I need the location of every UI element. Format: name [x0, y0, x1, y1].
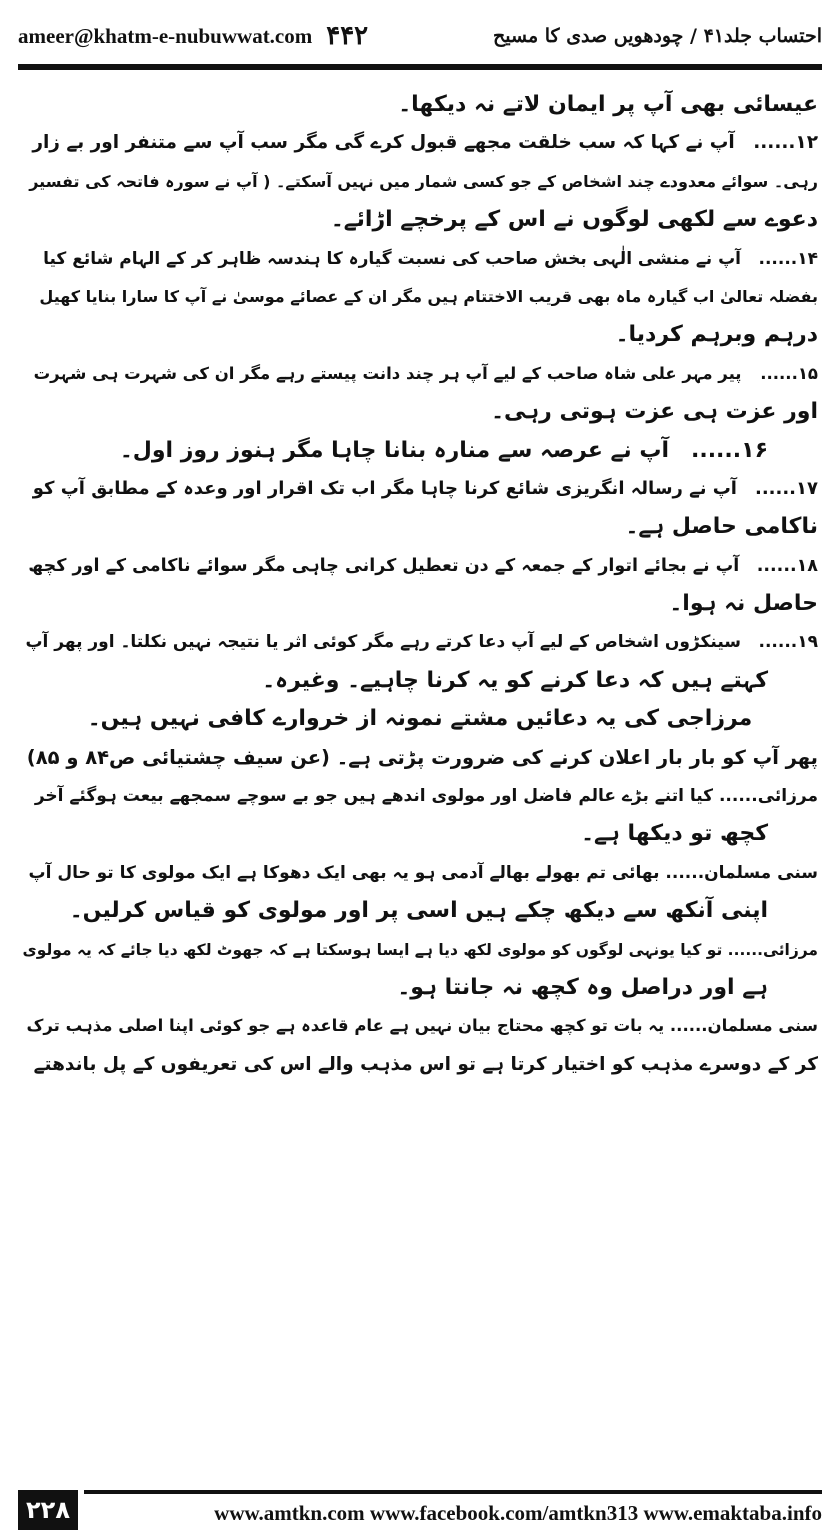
page-footer: [18, 1490, 822, 1530]
text-line: [22, 432, 818, 470]
text-line: [22, 316, 818, 354]
text-line: [22, 547, 818, 585]
item-number: ۱۷......: [754, 477, 818, 499]
line-text: اور عزت ہی عزت ہوتی رہی۔: [491, 399, 818, 425]
text-line: [22, 662, 818, 700]
text-line: [22, 777, 818, 815]
footer-urls: www.amtkn.com www.facebook.com/amtkn313 www.emaktaba.info: [214, 1500, 822, 1525]
item-number: ۱۹......: [758, 632, 818, 653]
line-text: مرزاجی کی یہ دعائیں مشتے نمونہ از خروارے کافی نہیں ہیں۔: [87, 706, 753, 732]
line-text: کچھ تو دیکھا ہے۔: [581, 821, 768, 847]
footer-rule: [84, 1490, 822, 1494]
page-body: [22, 86, 818, 1470]
text-line: [22, 739, 818, 777]
header-page-number: ۴۴۲: [326, 21, 369, 51]
line-text: آپ نے کہا کہ سب خلقت مجھے قبول کرے گی مگر سب آپ سے متنفر اور بے زار: [32, 132, 735, 154]
line-text: کہتے ہیں کہ دعا کرنے کو یہ کرنا چاہیے۔ وغیرہ۔: [262, 667, 768, 693]
line-text: آپ نے منشی الٰہی بخش صاحب کی نسبت گیارہ کا ہندسہ ظاہر کر کے الہام شائع کیا: [43, 248, 741, 269]
text-line: [22, 1046, 818, 1084]
line-text: سنی مسلمان...... یہ بات تو کچھ محتاج بیان نہیں ہے عام قاعدہ ہے جو کوئی اپنا اصلی مذہب ترک: [26, 1016, 818, 1036]
line-text: ہے اور دراصل وہ کچھ نہ جانتا ہو۔: [397, 974, 768, 1000]
line-text: سنی مسلمان...... بھائی تم بھولے بھالے آدمی ہو یہ بھی ایک دھوکا ہے ایک مولوی کا تو حال آپ: [28, 862, 818, 883]
line-text: بفضلہ تعالیٰ اب گیارہ ماہ بھی قریب الاختتام ہیں مگر ان کے عصائے موسیٰ نے آپ کا سارا بنایا کھیل: [39, 286, 818, 306]
text-line: [22, 892, 818, 930]
line-text: پیر مہر علی شاہ صاحب کے لیے آپ ہر چند دانت پیستے رہے مگر ان کی شہرت ہی شہرت: [33, 363, 742, 383]
line-text: آپ نے عرصہ سے منارہ بنانا چاہا مگر ہنوز روز اول۔: [119, 437, 669, 463]
text-line: [22, 1007, 818, 1045]
header-rule: [18, 64, 822, 70]
line-text: عیسائی بھی آپ پر ایمان لاتے نہ دیکھا۔: [398, 92, 818, 117]
line-text: سینکڑوں اشخاص کے لیے آپ دعا کرتے رہے مگر کوئی اثر یا نتیجہ نہیں نکلتا۔ اور پھر آپ: [25, 632, 741, 653]
line-text: اپنی آنکھ سے دیکھ چکے ہیں اسی پر اور مولوی کو قیاس کرلیں۔: [69, 898, 768, 924]
text-line: [22, 470, 818, 508]
text-line: [22, 278, 818, 316]
header-email: ameer@khatm-e-nubuwwat.com: [18, 23, 313, 48]
page-header: [18, 14, 822, 58]
item-number: ۱۵......: [760, 363, 818, 383]
text-line: [22, 700, 818, 738]
text-line: [22, 201, 818, 239]
line-text: آپ نے رسالہ انگریزی شائع کرنا چاہا مگر اب تک اقرار اور وعدہ کے مطابق آپ کو: [32, 477, 737, 499]
footer-page-number: ۲۲۸: [18, 1490, 78, 1530]
line-text: مرزائی...... کیا اتنے بڑے عالم فاضل اور مولوی اندھے ہیں جو بے سوچے سمجھے بیعت ہوگئے آخر: [34, 786, 818, 807]
text-line: [22, 854, 818, 892]
header-title: احتساب جلد۴۱ / چودھویں صدی کا مسیح: [493, 25, 822, 47]
text-line: [22, 815, 818, 853]
line-text: دعوے سے لکھی لوگوں نے اس کے پرخچے اڑائے۔: [330, 207, 818, 233]
text-line: [22, 124, 818, 162]
text-line: [22, 508, 818, 546]
item-number: ۱۸......: [756, 555, 818, 576]
text-line: [22, 393, 818, 431]
text-line: [22, 931, 818, 969]
text-line: [22, 585, 818, 623]
text-line: [22, 969, 818, 1007]
text-line: [22, 240, 818, 278]
line-text: آپ نے بجائے اتوار کے جمعہ کے دن تعطیل کرانی چاہی مگر سوائے ناکامی کے اور کچھ: [28, 555, 740, 576]
line-text: پھر آپ کو بار بار اعلان کرنے کی ضرورت پڑتی ہے۔ (عن سیف چشتیائی ص۸۴ و ۸۵): [26, 745, 818, 769]
text-line: [22, 86, 818, 124]
line-text: رہی۔ سوائے معدودے چند اشخاص کے جو کسی شمار میں نہیں آسکتے۔ ( آپ نے سورہ فاتحہ کی تفسیر: [29, 171, 818, 191]
line-text: کر کے دوسرے مذہب کو اختیار کرتا ہے تو اس مذہب والے اس کی تعریفوں کے پل باندھتے: [33, 1053, 818, 1075]
text-line: [22, 355, 818, 393]
item-number: ۱۴......: [758, 248, 818, 269]
text-line: [22, 163, 818, 201]
text-line: [22, 623, 818, 661]
item-number: ۱۲......: [753, 132, 818, 154]
item-number: ۱۶......: [690, 437, 768, 463]
line-text: مرزائی...... تو کیا یونہی لوگوں کو مولوی لکھ دیا ہے ایسا ہوسکتا ہے کہ جھوٹ لکھ دیا جائے کہ یہ مولوی: [22, 940, 818, 959]
line-text: ناکامی حاصل ہے۔: [625, 514, 818, 540]
header-left: [18, 21, 368, 51]
line-text: حاصل نہ ہوا۔: [669, 591, 818, 617]
line-text: درہم وبرہم کردیا۔: [615, 322, 818, 348]
